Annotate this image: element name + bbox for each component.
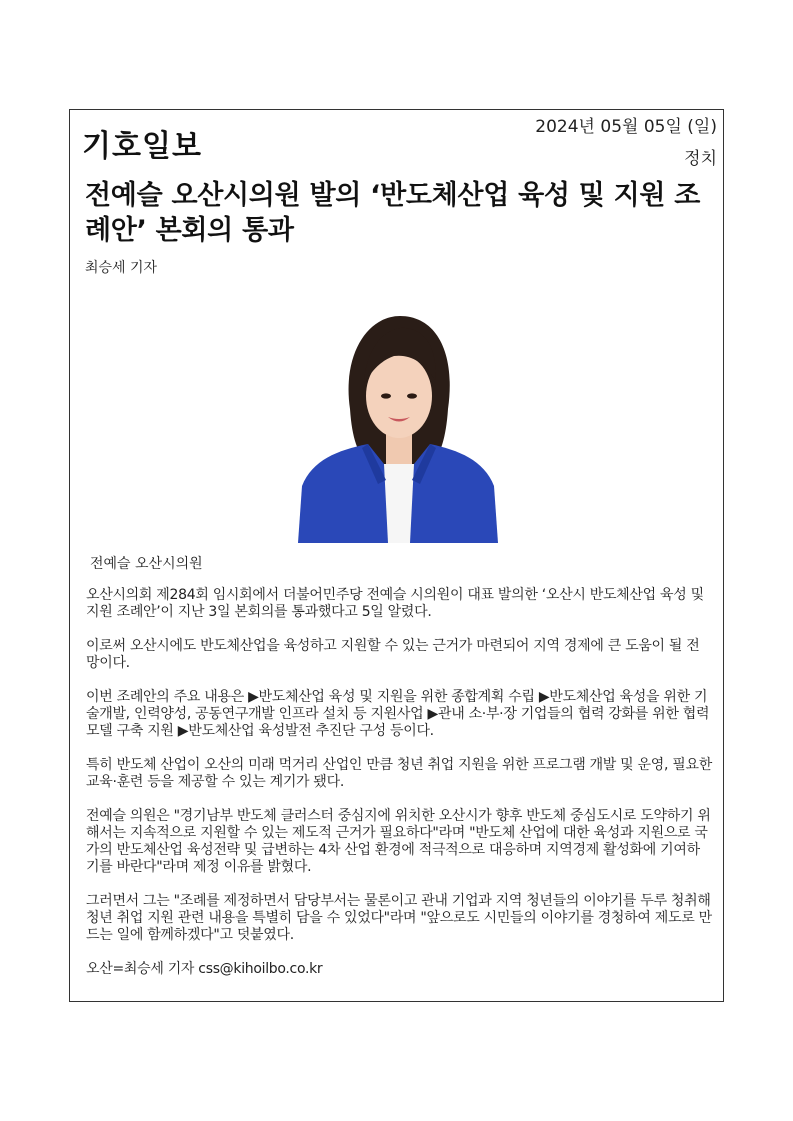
publication-date: 2024년 05월 05일 (일)	[535, 117, 717, 137]
paragraph: 오산시의회 제284회 임시회에서 더불어민주당 전예슬 시의원이 대표 발의한 ‘오산시 반도체산업 육성 및 지원 조례안’이 지난 3일 본회의를 통과했다고 5일 알렸다.	[86, 587, 704, 620]
reporter-signoff: 오산=최승세 기자 css@kihoilbo.co.kr	[86, 961, 323, 977]
paragraph: 특히 반도체 산업이 오산의 미래 먹거리 산업인 만큼 청년 취업 지원을 위한 프로그램 개발 및 운영, 필요한 교육·훈련 등을 제공할 수 있는 계기가 됐다.	[86, 757, 712, 790]
photo-caption: 전예슬 오산시의원	[90, 556, 203, 572]
article-byline: 최승세 기자	[85, 260, 158, 276]
portrait-illustration	[298, 314, 498, 543]
paragraph: 그러면서 그는 "조례를 제정하면서 담당부서는 물론이고 관내 기업과 지역 청년들의 이야기를 두루 청취해 청년 취업 지원 관련 내용을 특별히 담을 수 있었다"라며 "앞으로도 시민들의 이야기를 경청하여 제도로 만드는 일에 함께하겠다"고 덧붙였다.	[86, 893, 712, 943]
paragraph: 이로써 오산시에도 반도체산업을 육성하고 지원할 수 있는 근거가 마련되어 지역 경제에 큰 도움이 될 전망이다.	[86, 638, 700, 671]
article-headline: 전예슬 오산시의원 발의 ‘반도체산업 육성 및 지원 조례안’ 본회의 통과	[85, 180, 701, 246]
paragraph: 전예슬 의원은 "경기남부 반도체 클러스터 중심지에 위치한 오산시가 향후 반도체 중심도시로 도약하기 위해서는 지속적으로 지원할 수 있는 제도적 근거가 필요하다"라며 "반도체 산업에 대한 육성과 지원으로 국가의 반도체산업 육성전략 및 급변하는 4차 산업 환경에 적극적으로 대응하며 지역경제 활성화에 기여하기를 바란다"라며 제정 이유를 밝혔다.	[86, 808, 711, 875]
councilor-portrait-photo	[298, 314, 498, 543]
article-body	[86, 587, 712, 978]
section-label: 정치	[684, 149, 717, 169]
newspaper-logo: 기호일보	[82, 129, 202, 164]
paragraph: 이번 조례안의 주요 내용은 ▶반도체산업 육성 및 지원을 위한 종합계획 수립 ▶반도체산업 육성을 위한 기술개발, 인력양성, 공동연구개발 인프라 설치 등 지원사업 ▶관내 소·부·장 기업들의 협력 강화를 위한 협력모델 구축 지원 ▶반도체산업 육성발전 추진단 구성 등이다.	[86, 689, 710, 739]
